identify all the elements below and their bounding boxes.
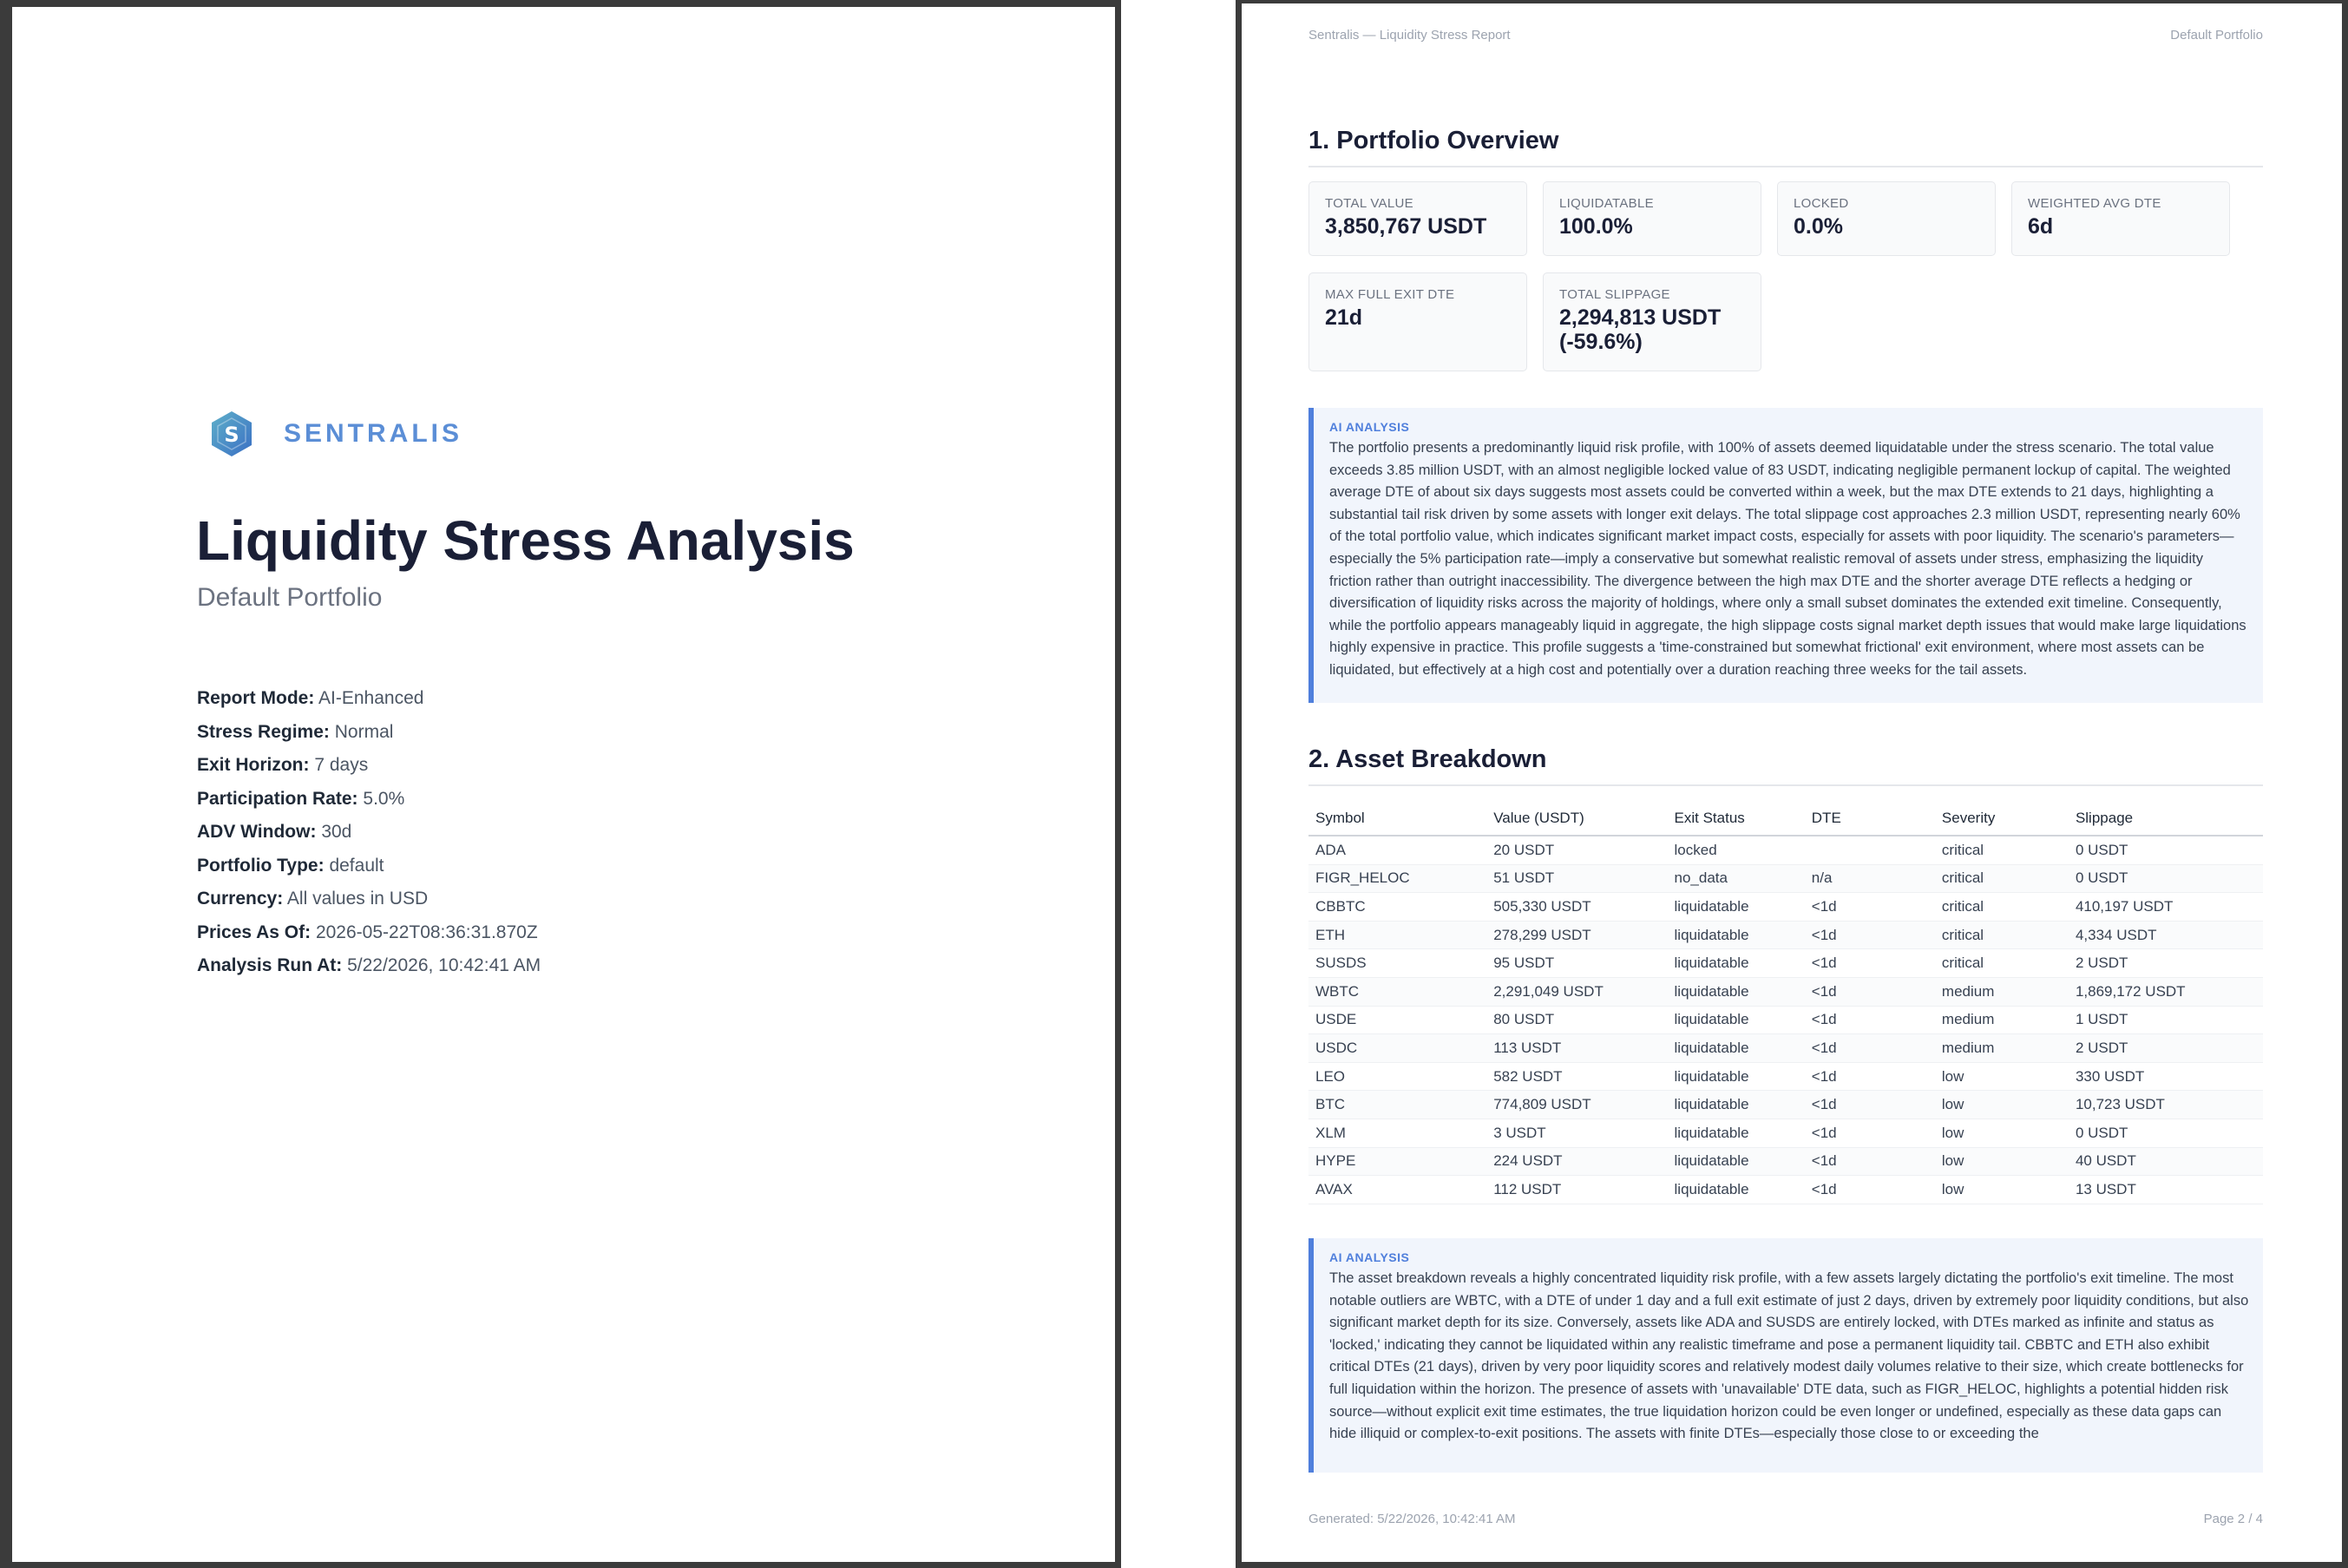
- table-row: [1308, 836, 2263, 864]
- brand-logo: [207, 410, 462, 458]
- table-row: [1308, 893, 2263, 922]
- kpi-value: 0.0%: [1794, 214, 1843, 239]
- table-cell: 410,197 USDT: [2069, 893, 2263, 922]
- table-cell: critical: [1935, 921, 2069, 949]
- table-cell: USDC: [1308, 1034, 1486, 1063]
- table-cell: XLM: [1308, 1119, 1486, 1147]
- table-cell: n/a: [1805, 864, 1935, 893]
- kpi-card: [2011, 181, 2230, 256]
- ai-analysis-label: AI ANALYSIS: [1329, 420, 1410, 434]
- kpi-card: [1777, 181, 1996, 256]
- header-portfolio-name: Default Portfolio: [2170, 28, 2263, 43]
- table-cell: critical: [1935, 864, 2069, 893]
- table-cell: low: [1935, 1091, 2069, 1119]
- table-row: [1308, 1034, 2263, 1063]
- table-cell: low: [1935, 1176, 2069, 1204]
- metadata-value: 2026-05-22T08:36:31.870Z: [315, 922, 538, 942]
- table-body: [1308, 836, 2263, 1204]
- column-header: DTE: [1805, 802, 1935, 836]
- table-cell: low: [1935, 1062, 2069, 1091]
- table-row: [1308, 1176, 2263, 1204]
- table-cell: WBTC: [1308, 977, 1486, 1006]
- table-cell: critical: [1935, 949, 2069, 978]
- table-cell: liquidatable: [1668, 1062, 1805, 1091]
- column-header: Exit Status: [1668, 802, 1805, 836]
- section-portfolio-overview-title: 1. Portfolio Overview: [1308, 127, 2263, 167]
- table-cell: <1d: [1805, 1176, 1935, 1204]
- asset-breakdown-table: [1308, 802, 2263, 1204]
- table-cell: locked: [1668, 836, 1805, 864]
- table-cell: 0 USDT: [2069, 864, 2263, 893]
- column-header: Symbol: [1308, 802, 1486, 836]
- table-cell: 20 USDT: [1486, 836, 1667, 864]
- table-cell: liquidatable: [1668, 1147, 1805, 1176]
- report-subtitle: Default Portfolio: [197, 583, 383, 612]
- kpi-label: LOCKED: [1794, 196, 1849, 211]
- table-cell: low: [1935, 1147, 2069, 1176]
- ai-analysis-label: AI ANALYSIS: [1329, 1250, 1410, 1264]
- table-row: [1308, 1119, 2263, 1147]
- metadata-value: AI-Enhanced: [318, 688, 424, 708]
- table-cell: CBBTC: [1308, 893, 1486, 922]
- table-cell: 95 USDT: [1486, 949, 1667, 978]
- kpi-label: TOTAL VALUE: [1325, 196, 1413, 211]
- table-cell: liquidatable: [1668, 1006, 1805, 1034]
- table-cell: 278,299 USDT: [1486, 921, 1667, 949]
- report-title: Liquidity Stress Analysis: [196, 509, 855, 572]
- metadata-value: 30d: [321, 822, 352, 842]
- kpi-label: WEIGHTED AVG DTE: [2028, 196, 2161, 211]
- table-cell: medium: [1935, 977, 2069, 1006]
- brand-name: SENTRALIS: [284, 419, 463, 448]
- table-cell: ADA: [1308, 836, 1486, 864]
- metadata-key: Exit Horizon:: [197, 755, 310, 775]
- table-cell: 330 USDT: [2069, 1062, 2263, 1091]
- table-cell: 13 USDT: [2069, 1176, 2263, 1204]
- metadata-row: [197, 719, 541, 753]
- table-cell: USDE: [1308, 1006, 1486, 1034]
- metadata-row: [197, 853, 541, 887]
- kpi-label: TOTAL SLIPPAGE: [1559, 287, 1670, 302]
- report-metadata: [197, 686, 541, 987]
- column-header: Slippage: [2069, 802, 2263, 836]
- table-cell: <1d: [1805, 1119, 1935, 1147]
- metadata-key: Participation Rate:: [197, 788, 358, 809]
- table-cell: <1d: [1805, 1062, 1935, 1091]
- table-cell: medium: [1935, 1006, 2069, 1034]
- table-row: [1308, 977, 2263, 1006]
- table-cell: 505,330 USDT: [1486, 893, 1667, 922]
- metadata-key: Stress Regime:: [197, 721, 330, 742]
- metadata-row: [197, 953, 541, 987]
- metadata-row: [197, 686, 541, 719]
- table-cell: SUSDS: [1308, 949, 1486, 978]
- table-cell: critical: [1935, 893, 2069, 922]
- table-row: [1308, 1006, 2263, 1034]
- metadata-value: 5/22/2026, 10:42:41 AM: [347, 955, 541, 975]
- ai-analysis-overview: [1308, 408, 2263, 703]
- table-cell: 10,723 USDT: [2069, 1091, 2263, 1119]
- metadata-value: 7 days: [314, 755, 369, 775]
- table-cell: <1d: [1805, 949, 1935, 978]
- table-cell: 112 USDT: [1486, 1176, 1667, 1204]
- table-cell: 1,869,172 USDT: [2069, 977, 2263, 1006]
- metadata-key: Report Mode:: [197, 688, 315, 708]
- table-cell: FIGR_HELOC: [1308, 864, 1486, 893]
- table-cell: AVAX: [1308, 1176, 1486, 1204]
- table-cell: 582 USDT: [1486, 1062, 1667, 1091]
- table-cell: <1d: [1805, 1006, 1935, 1034]
- table-cell: <1d: [1805, 1147, 1935, 1176]
- sentralis-logo-icon: [207, 410, 256, 458]
- table-cell: 2,291,049 USDT: [1486, 977, 1667, 1006]
- table-cell: 40 USDT: [2069, 1147, 2263, 1176]
- running-header: [1308, 28, 2263, 43]
- metadata-key: Portfolio Type:: [197, 855, 325, 876]
- metadata-row: [197, 819, 541, 853]
- table-cell: 113 USDT: [1486, 1034, 1667, 1063]
- table-cell: low: [1935, 1119, 2069, 1147]
- kpi-card: [1308, 272, 1527, 371]
- table-cell: medium: [1935, 1034, 2069, 1063]
- table-cell: liquidatable: [1668, 1119, 1805, 1147]
- kpi-label: LIQUIDATABLE: [1559, 196, 1654, 211]
- table-cell: no_data: [1668, 864, 1805, 893]
- kpi-value: 6d: [2028, 214, 2054, 239]
- table-cell: critical: [1935, 836, 2069, 864]
- metadata-value: All values in USD: [286, 889, 429, 909]
- table-row: [1308, 949, 2263, 978]
- kpi-card: [1543, 272, 1761, 371]
- cover-page: [0, 0, 1121, 1568]
- table-cell: liquidatable: [1668, 1091, 1805, 1119]
- footer-page-number: Page 2 / 4: [2203, 1512, 2263, 1526]
- table-cell: 51 USDT: [1486, 864, 1667, 893]
- table-cell: liquidatable: [1668, 893, 1805, 922]
- table-cell: 1 USDT: [2069, 1006, 2263, 1034]
- table-cell: 224 USDT: [1486, 1147, 1667, 1176]
- table-cell: LEO: [1308, 1062, 1486, 1091]
- kpi-card: [1543, 181, 1761, 256]
- table-cell: 3 USDT: [1486, 1119, 1667, 1147]
- kpi-value: 2,294,813 USDT (-59.6%): [1559, 305, 1722, 354]
- table-cell: HYPE: [1308, 1147, 1486, 1176]
- table-cell: 4,334 USDT: [2069, 921, 2263, 949]
- svg-text:S: S: [224, 423, 239, 447]
- column-header: Severity: [1935, 802, 2069, 836]
- metadata-value: 5.0%: [363, 788, 405, 809]
- table-row: [1308, 1062, 2263, 1091]
- kpi-label: MAX FULL EXIT DTE: [1325, 287, 1455, 302]
- kpi-value: 100.0%: [1559, 214, 1633, 239]
- ai-analysis-text: The portfolio presents a predominantly liquid risk profile, with 100% of assets deemed liquidatable under the stress scenario. The total value exceeds 3.85 million USDT, with an almost negligible locked value of 83 USDT, indicating negligible permanent lockup of capital. The weighted average DTE of about six days suggests most assets could be converted within a week, but the max DTE extends to 21 days, highlighting a substantial tail risk driven by some assets with longer exit delays. The total slippage cost approaches 2.3 million USDT, representing nearly 60% of the total portfolio value, which indicates significant market impact costs, especially for assets with poor liquidity. The scenario's parameters—especially the 5% participation rate—imply a conservative but somewhat realistic removal of assets under stress, emphasizing the liquidity friction rather than outright inaccessibility. The divergence between the high max DTE and the shorter average DTE reflects a hedging or diversification of liquidity risks across the majority of holdings, where only a small subset dominates the extended exit timeline. Consequently, while the portfolio appears manageably liquid in aggregate, the high slippage costs signal market depth issues that would make large liquidations highly expensive in practice. This profile suggests a 'time-constrained but somewhat frictional' exit environment, where most assets can be liquidated, but effectively at a high cost and potentially over a duration reaching three weeks for the tail assets.: [1329, 440, 2246, 678]
- kpi-value: 3,850,767 USDT: [1325, 214, 1487, 239]
- metadata-row: [197, 920, 541, 954]
- metadata-row: [197, 786, 541, 820]
- table-row: [1308, 864, 2263, 893]
- page-footer: [1308, 1512, 2263, 1526]
- table-cell: ETH: [1308, 921, 1486, 949]
- metadata-key: Currency:: [197, 889, 284, 909]
- table-cell: 2 USDT: [2069, 949, 2263, 978]
- metadata-value: default: [329, 855, 384, 876]
- table-cell: <1d: [1805, 893, 1935, 922]
- table-cell: 774,809 USDT: [1486, 1091, 1667, 1119]
- kpi-card: [1308, 181, 1527, 256]
- metadata-key: Analysis Run At:: [197, 955, 343, 975]
- table-cell: 2 USDT: [2069, 1034, 2263, 1063]
- header-report-name: Sentralis — Liquidity Stress Report: [1308, 28, 1511, 43]
- metadata-value: Normal: [334, 721, 394, 742]
- ai-analysis-text: The asset breakdown reveals a highly concentrated liquidity risk profile, with a few assets largely dictating the portfolio's exit timeline. The most notable outliers are WBTC, with a DTE of under 1 day and a full exit estimate of just 2 days, driven by extremely poor liquidity conditions, but also significant market depth for its size. Conversely, assets like ADA and SUSDS are entirely locked, with DTEs marked as infinite and status as 'locked,' indicating they cannot be liquidated within any realistic timeframe and pose a permanent liquidity tail. CBBTC and ETH also exhibit critical DTEs (21 days), driven by very poor liquidity scores and relatively modest daily volumes relative to their size, which create bottlenecks for full liquidation within the horizon. The presence of assets with 'unavailable' DTE data, such as FIGR_HELOC, highlights a potential hidden risk source—without explicit exit time estimates, the true liquidation horizon could be even longer or undefined, especially as these data gaps can hide illiquid or complex-to-exit positions. The assets with finite DTEs—especially those close to or exceeding the: [1329, 1270, 2249, 1442]
- table-cell: <1d: [1805, 1034, 1935, 1063]
- metadata-row: [197, 752, 541, 786]
- metadata-key: ADV Window:: [197, 822, 317, 842]
- table-row: [1308, 1147, 2263, 1176]
- table-cell: liquidatable: [1668, 949, 1805, 978]
- table-cell: [1805, 836, 1935, 864]
- table-cell: BTC: [1308, 1091, 1486, 1119]
- footer-generated-timestamp: Generated: 5/22/2026, 10:42:41 AM: [1308, 1512, 1516, 1526]
- report-page-2: [1236, 0, 2348, 1568]
- table-cell: 80 USDT: [1486, 1006, 1667, 1034]
- section-asset-breakdown-title: 2. Asset Breakdown: [1308, 745, 2263, 786]
- table-cell: liquidatable: [1668, 1034, 1805, 1063]
- table-cell: liquidatable: [1668, 1176, 1805, 1204]
- table-cell: liquidatable: [1668, 977, 1805, 1006]
- table-row: [1308, 1091, 2263, 1119]
- table-cell: <1d: [1805, 921, 1935, 949]
- table-cell: liquidatable: [1668, 921, 1805, 949]
- metadata-key: Prices As Of:: [197, 922, 312, 942]
- table-cell: 0 USDT: [2069, 1119, 2263, 1147]
- metadata-row: [197, 886, 541, 920]
- table-header-row: [1308, 802, 2263, 836]
- table-cell: <1d: [1805, 977, 1935, 1006]
- table-cell: <1d: [1805, 1091, 1935, 1119]
- table-row: [1308, 921, 2263, 949]
- column-header: Value (USDT): [1486, 802, 1667, 836]
- kpi-value: 21d: [1325, 305, 1363, 330]
- table-cell: 0 USDT: [2069, 836, 2263, 864]
- ai-analysis-assets: [1308, 1238, 2263, 1473]
